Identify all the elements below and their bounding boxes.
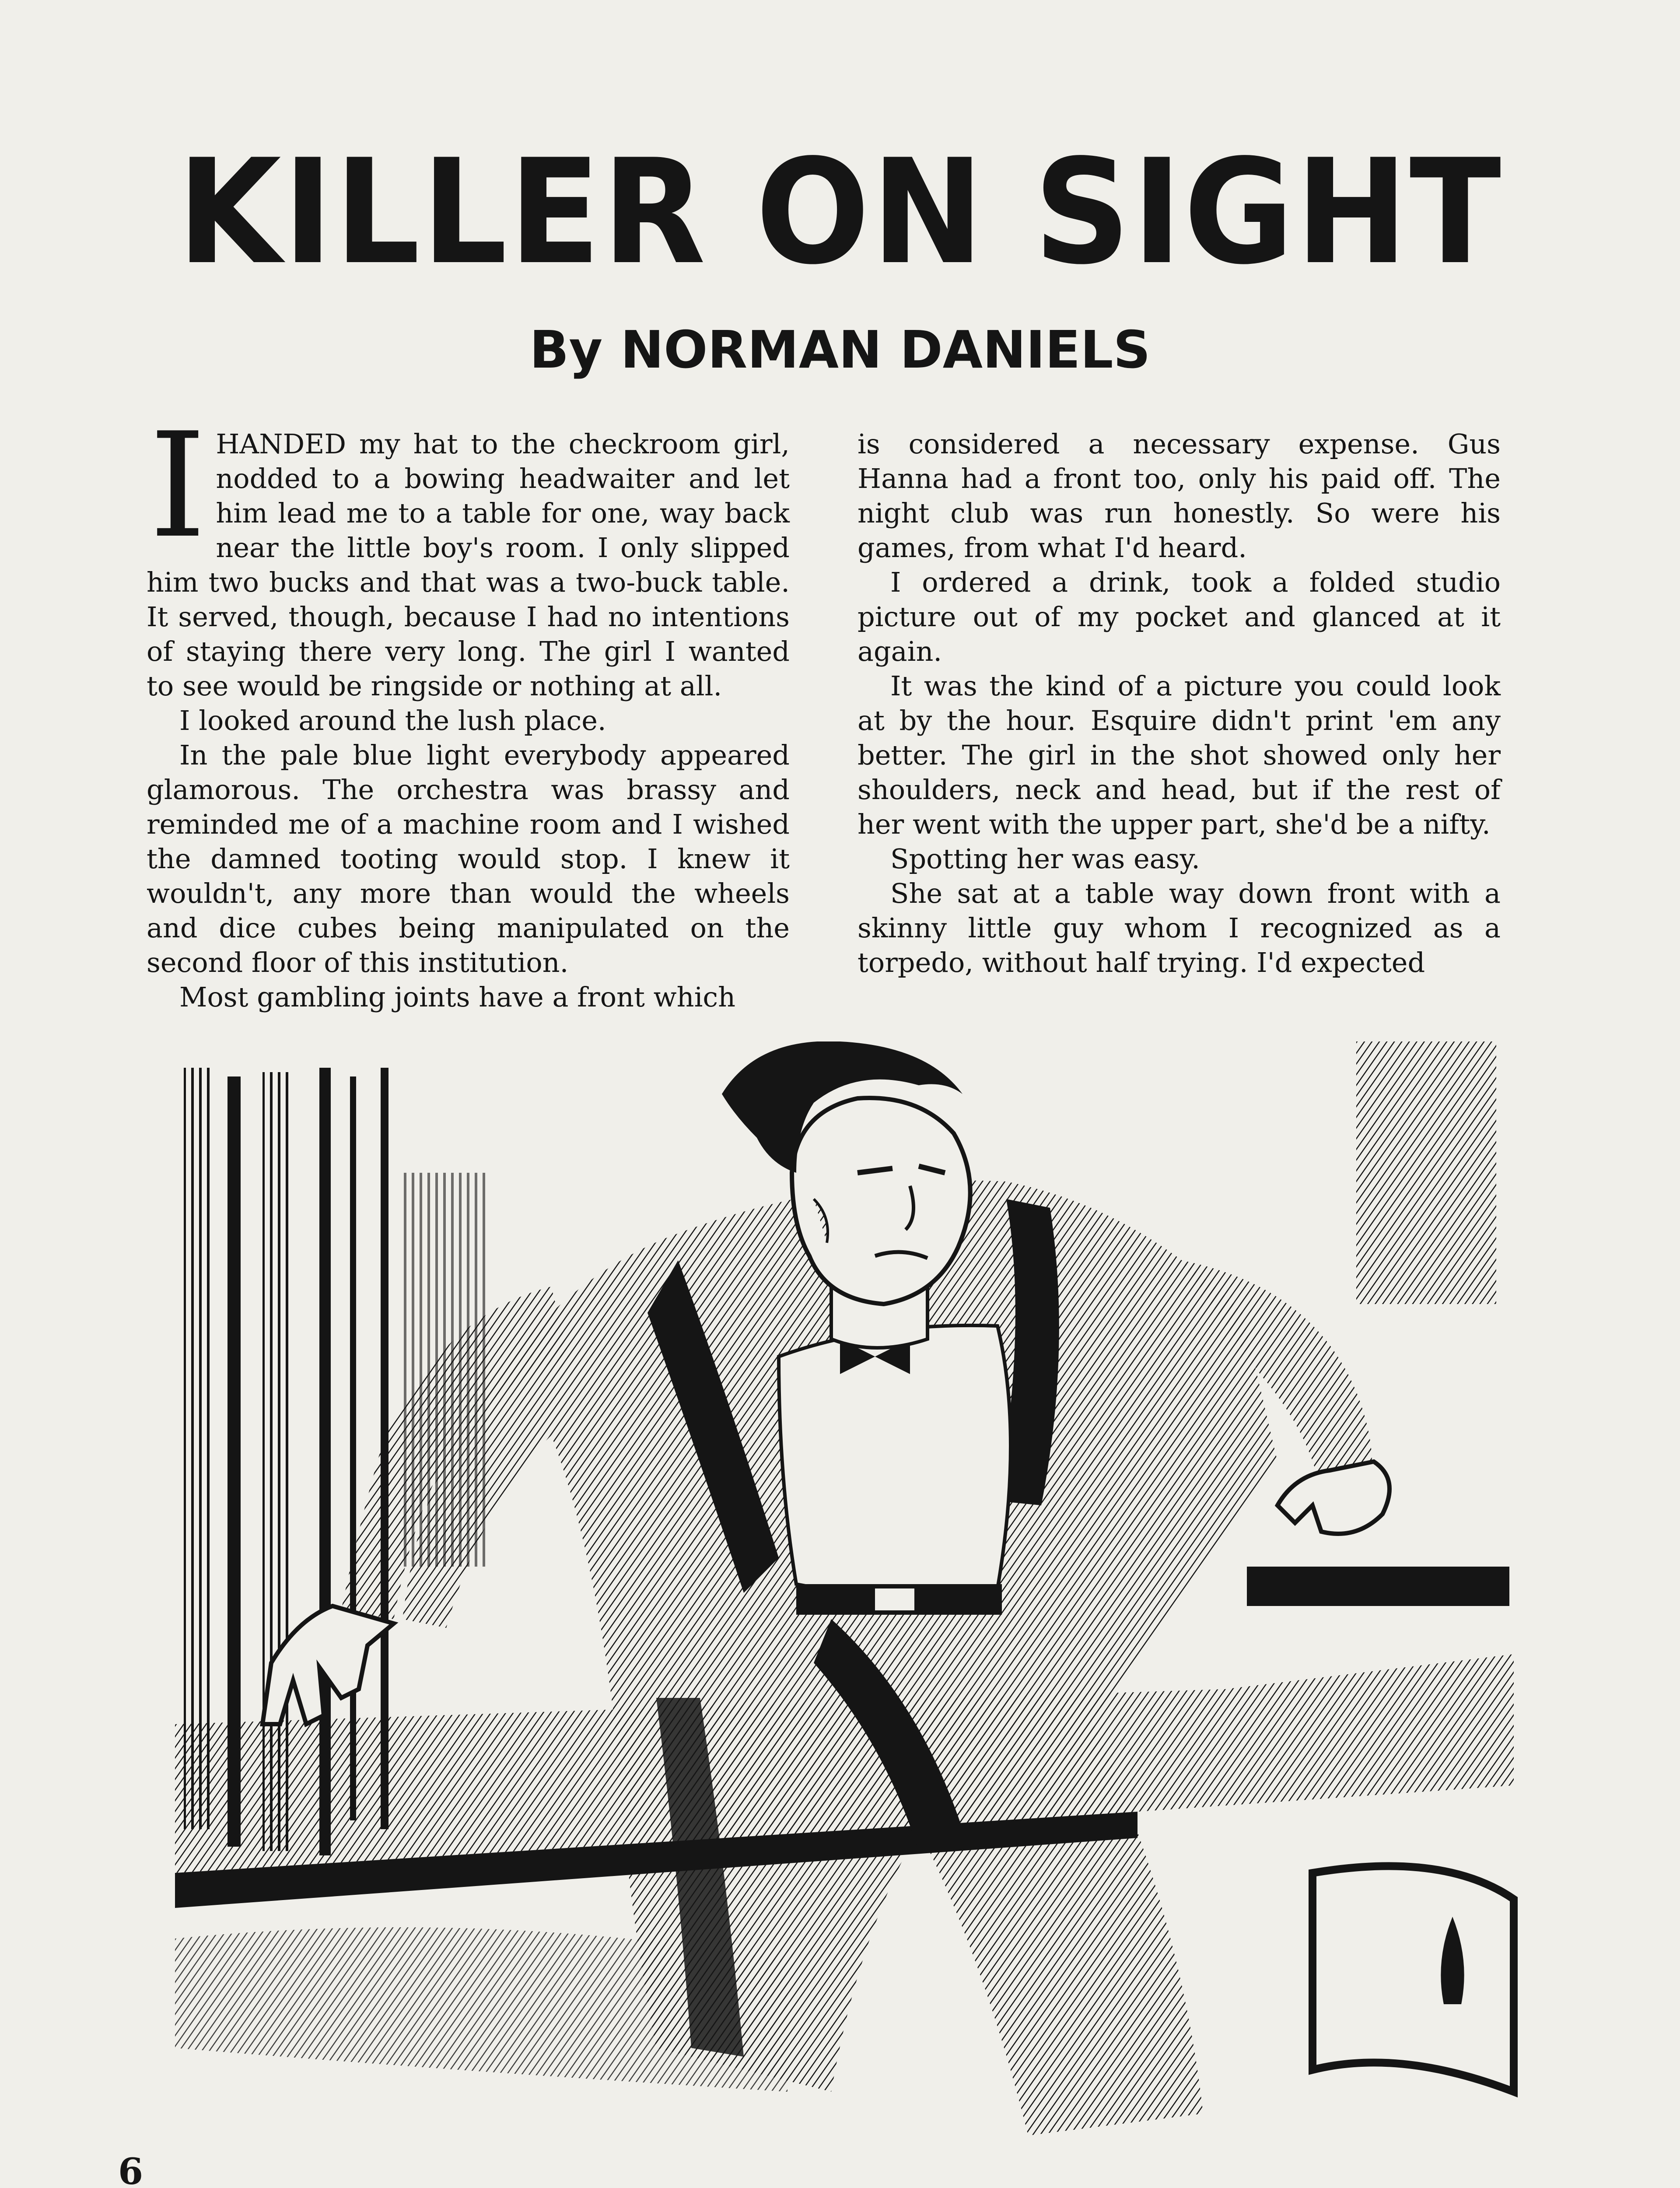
paragraph: I ordered a drink, took a folded studio picture out of my pocket and glanced at it again. [858,566,1501,667]
text-column-left [147,402,790,1014]
paragraph: Spotting her was easy. [890,843,1200,875]
paragraph: IHANDED my hat to the checkroom girl, nodded to a bowing headwaiter and let him lead me to a table for one, way back near the little boy's room. I only slipped him two bucks and that was a two-buck table. It served, though, because I had no intentions of staying there very long. The girl I wanted to see would be ringside or nothing at all. [147,402,790,702]
text-column-right [858,427,1501,980]
article-byline: By NORMAN DANIELS [529,319,1151,380]
paragraph: is considered a necessary expense. Gus Hanna had a front too, only his paid off. The night club was run honestly. So were his games, from what I'd heard. [858,428,1501,564]
story-illustration [175,1041,1522,2179]
paragraph: Most gambling joints have a front which [179,981,736,1013]
drop-cap: I [149,402,206,570]
paragraph: She sat at a table way down front with a skinny little guy whom I recognized as a torpedo, without half trying. I'd expected [858,877,1501,978]
paragraph: In the pale blue light everybody appeared glamorous. The orchestra was brassy and reminded me of a machine room and I wished the damned tooting would stop. I knew it wouldn't, any more than would the wheels and dice cubes being manipulated on the second floor of this institution. [147,739,790,978]
article-title: KILLER ON SIGHT [177,128,1503,296]
paragraph: It was the kind of a picture you could look at by the hour. Esquire didn't print 'em any better. The girl in the shot showed only her shoulders, neck and head, but if the rest of her went with the upper part, she'd be a nifty. [858,670,1501,840]
page-number: 6 [118,2151,144,2188]
paragraph: I looked around the lush place. [179,705,606,736]
